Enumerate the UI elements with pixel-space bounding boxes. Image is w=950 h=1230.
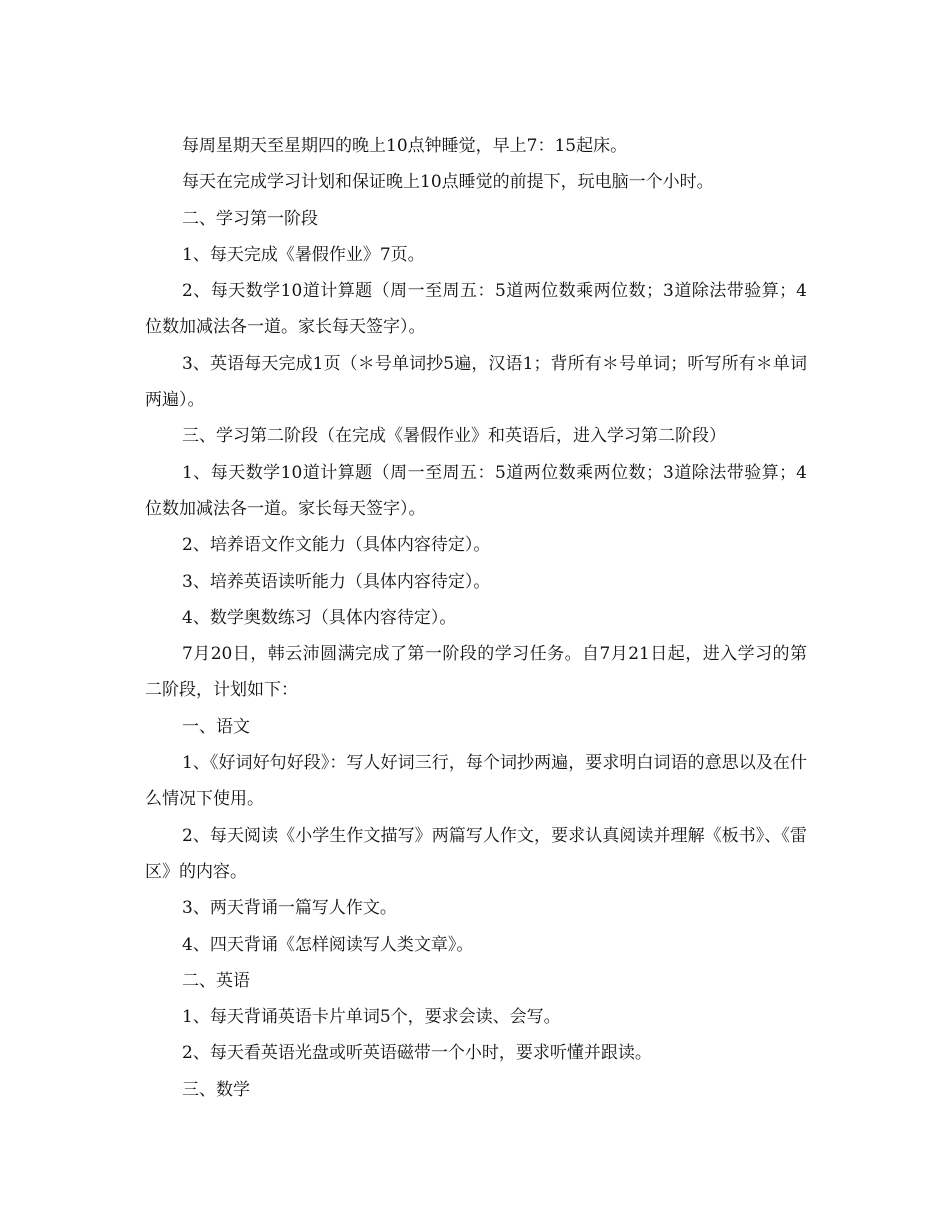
paragraph-computer-time: 每天在完成学习计划和保证晚上10点睡觉的前提下，玩电脑一个小时。 — [182, 172, 714, 193]
list-item: 3、培养英语读听能力（具体内容待定）。 — [182, 571, 491, 592]
list-item: 1、每天数学10道计算题（周一至周五：5道两位数乘两位数；3道除法带验算；4位数加减法各一道。家长每天签字）。 — [145, 462, 807, 519]
section-heading-math: 三、数学 — [182, 1079, 250, 1100]
list-item: 2、每天数学10道计算题（周一至周五：5道两位数乘两位数；3道除法带验算；4位数加减法各一道。家长每天签字）。 — [145, 281, 807, 338]
section-heading-stage-two: 三、学习第二阶段（在完成《暑假作业》和英语后，进入学习第二阶段） — [182, 426, 726, 447]
list-item: 2、每天阅读《小学生作文描写》两篇写人作文，要求认真阅读并理解《板书》、《雷区》的内容。 — [145, 825, 807, 882]
list-item: 1、每天完成《暑假作业》7页。 — [182, 244, 425, 265]
section-heading-english: 二、英语 — [182, 970, 250, 991]
section-heading-stage-one: 二、学习第一阶段 — [182, 208, 318, 229]
document-body — [145, 128, 807, 1108]
list-item: 4、四天背诵《怎样阅读写人类文章》。 — [182, 934, 474, 955]
list-item: 2、每天看英语光盘或听英语磁带一个小时，要求听懂并跟读。 — [182, 1043, 652, 1064]
section-heading-chinese: 一、语文 — [182, 716, 250, 737]
list-item: 3、英语每天完成1页（＊号单词抄5遍，汉语1；背所有＊号单词；听写所有＊单词两遍）。 — [145, 353, 807, 411]
list-item: 1、每天背诵英语卡片单词5个，要求会读、会写。 — [182, 1007, 561, 1028]
list-item: 2、培养语文作文能力（具体内容待定）。 — [182, 535, 491, 556]
list-item: 4、数学奥数练习（具体内容待定）。 — [182, 607, 457, 628]
list-item: 3、两天背诵一篇写人作文。 — [182, 898, 397, 919]
list-item: 1、《好词好句好段》：写人好词三行，每个词抄两遍，要求明白词语的意思以及在什么情况下使用。 — [145, 753, 807, 810]
paragraph-sleep-schedule: 每周星期天至星期四的晚上10点钟睡觉，早上7：15起床。 — [182, 136, 628, 156]
paragraph-progress-note: 7月20日，韩云沛圆满完成了第一阶段的学习任务。自7月21日起，进入学习的第二阶段，计划如下： — [145, 644, 807, 701]
